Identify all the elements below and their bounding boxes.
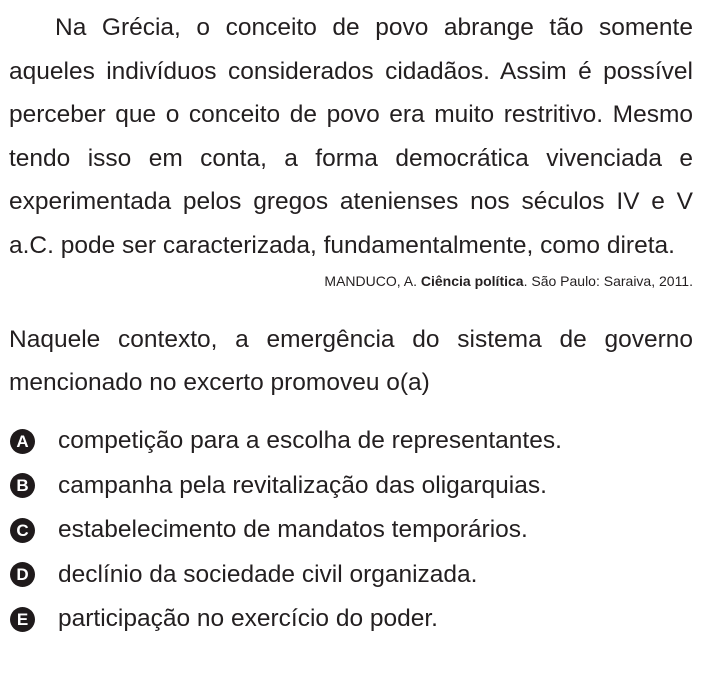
answer-options bbox=[9, 419, 693, 642]
option-b[interactable] bbox=[9, 463, 693, 508]
option-c[interactable] bbox=[9, 508, 693, 553]
question-prompt: Naquele contexto, a emergência do sistema de governo mencionado no excerto promoveu o(a) bbox=[9, 325, 693, 397]
citation bbox=[9, 272, 693, 290]
option-a[interactable] bbox=[9, 419, 693, 464]
question-page bbox=[9, 6, 693, 641]
option-e-badge: E bbox=[10, 607, 35, 632]
option-e[interactable] bbox=[9, 597, 693, 642]
option-a-text: competição para a escolha de representantes. bbox=[58, 427, 562, 454]
option-c-text: estabelecimento de mandatos temporários. bbox=[58, 516, 528, 543]
option-d[interactable] bbox=[9, 552, 693, 597]
option-c-badge: C bbox=[10, 518, 35, 543]
option-d-text: declínio da sociedade civil organizada. bbox=[58, 560, 478, 588]
citation-publisher: . São Paulo: Saraiva, 2011. bbox=[523, 272, 693, 289]
option-d-badge: D bbox=[10, 562, 35, 587]
option-a-badge: A bbox=[10, 429, 35, 454]
option-b-text: campanha pela revitalização das oligarquias. bbox=[58, 471, 547, 499]
option-b-badge: B bbox=[10, 473, 35, 498]
citation-title: Ciência política bbox=[420, 272, 524, 289]
passage-text: Na Grécia, o conceito de povo abrange tão somente aqueles indivíduos considerados cidadãos. Assim é possível perceber que o conceito de povo era muito restritivo. Mesmo tendo isso em conta, a forma democrática vivenciada e experimentada pelos gregos atenienses nos séculos IV e V a.C. pode ser caracterizada, fundamentalmente, como direta. bbox=[9, 14, 693, 259]
option-e-text: participação no exercício do poder. bbox=[58, 605, 438, 632]
citation-author: MANDUCO, A. bbox=[324, 272, 417, 289]
